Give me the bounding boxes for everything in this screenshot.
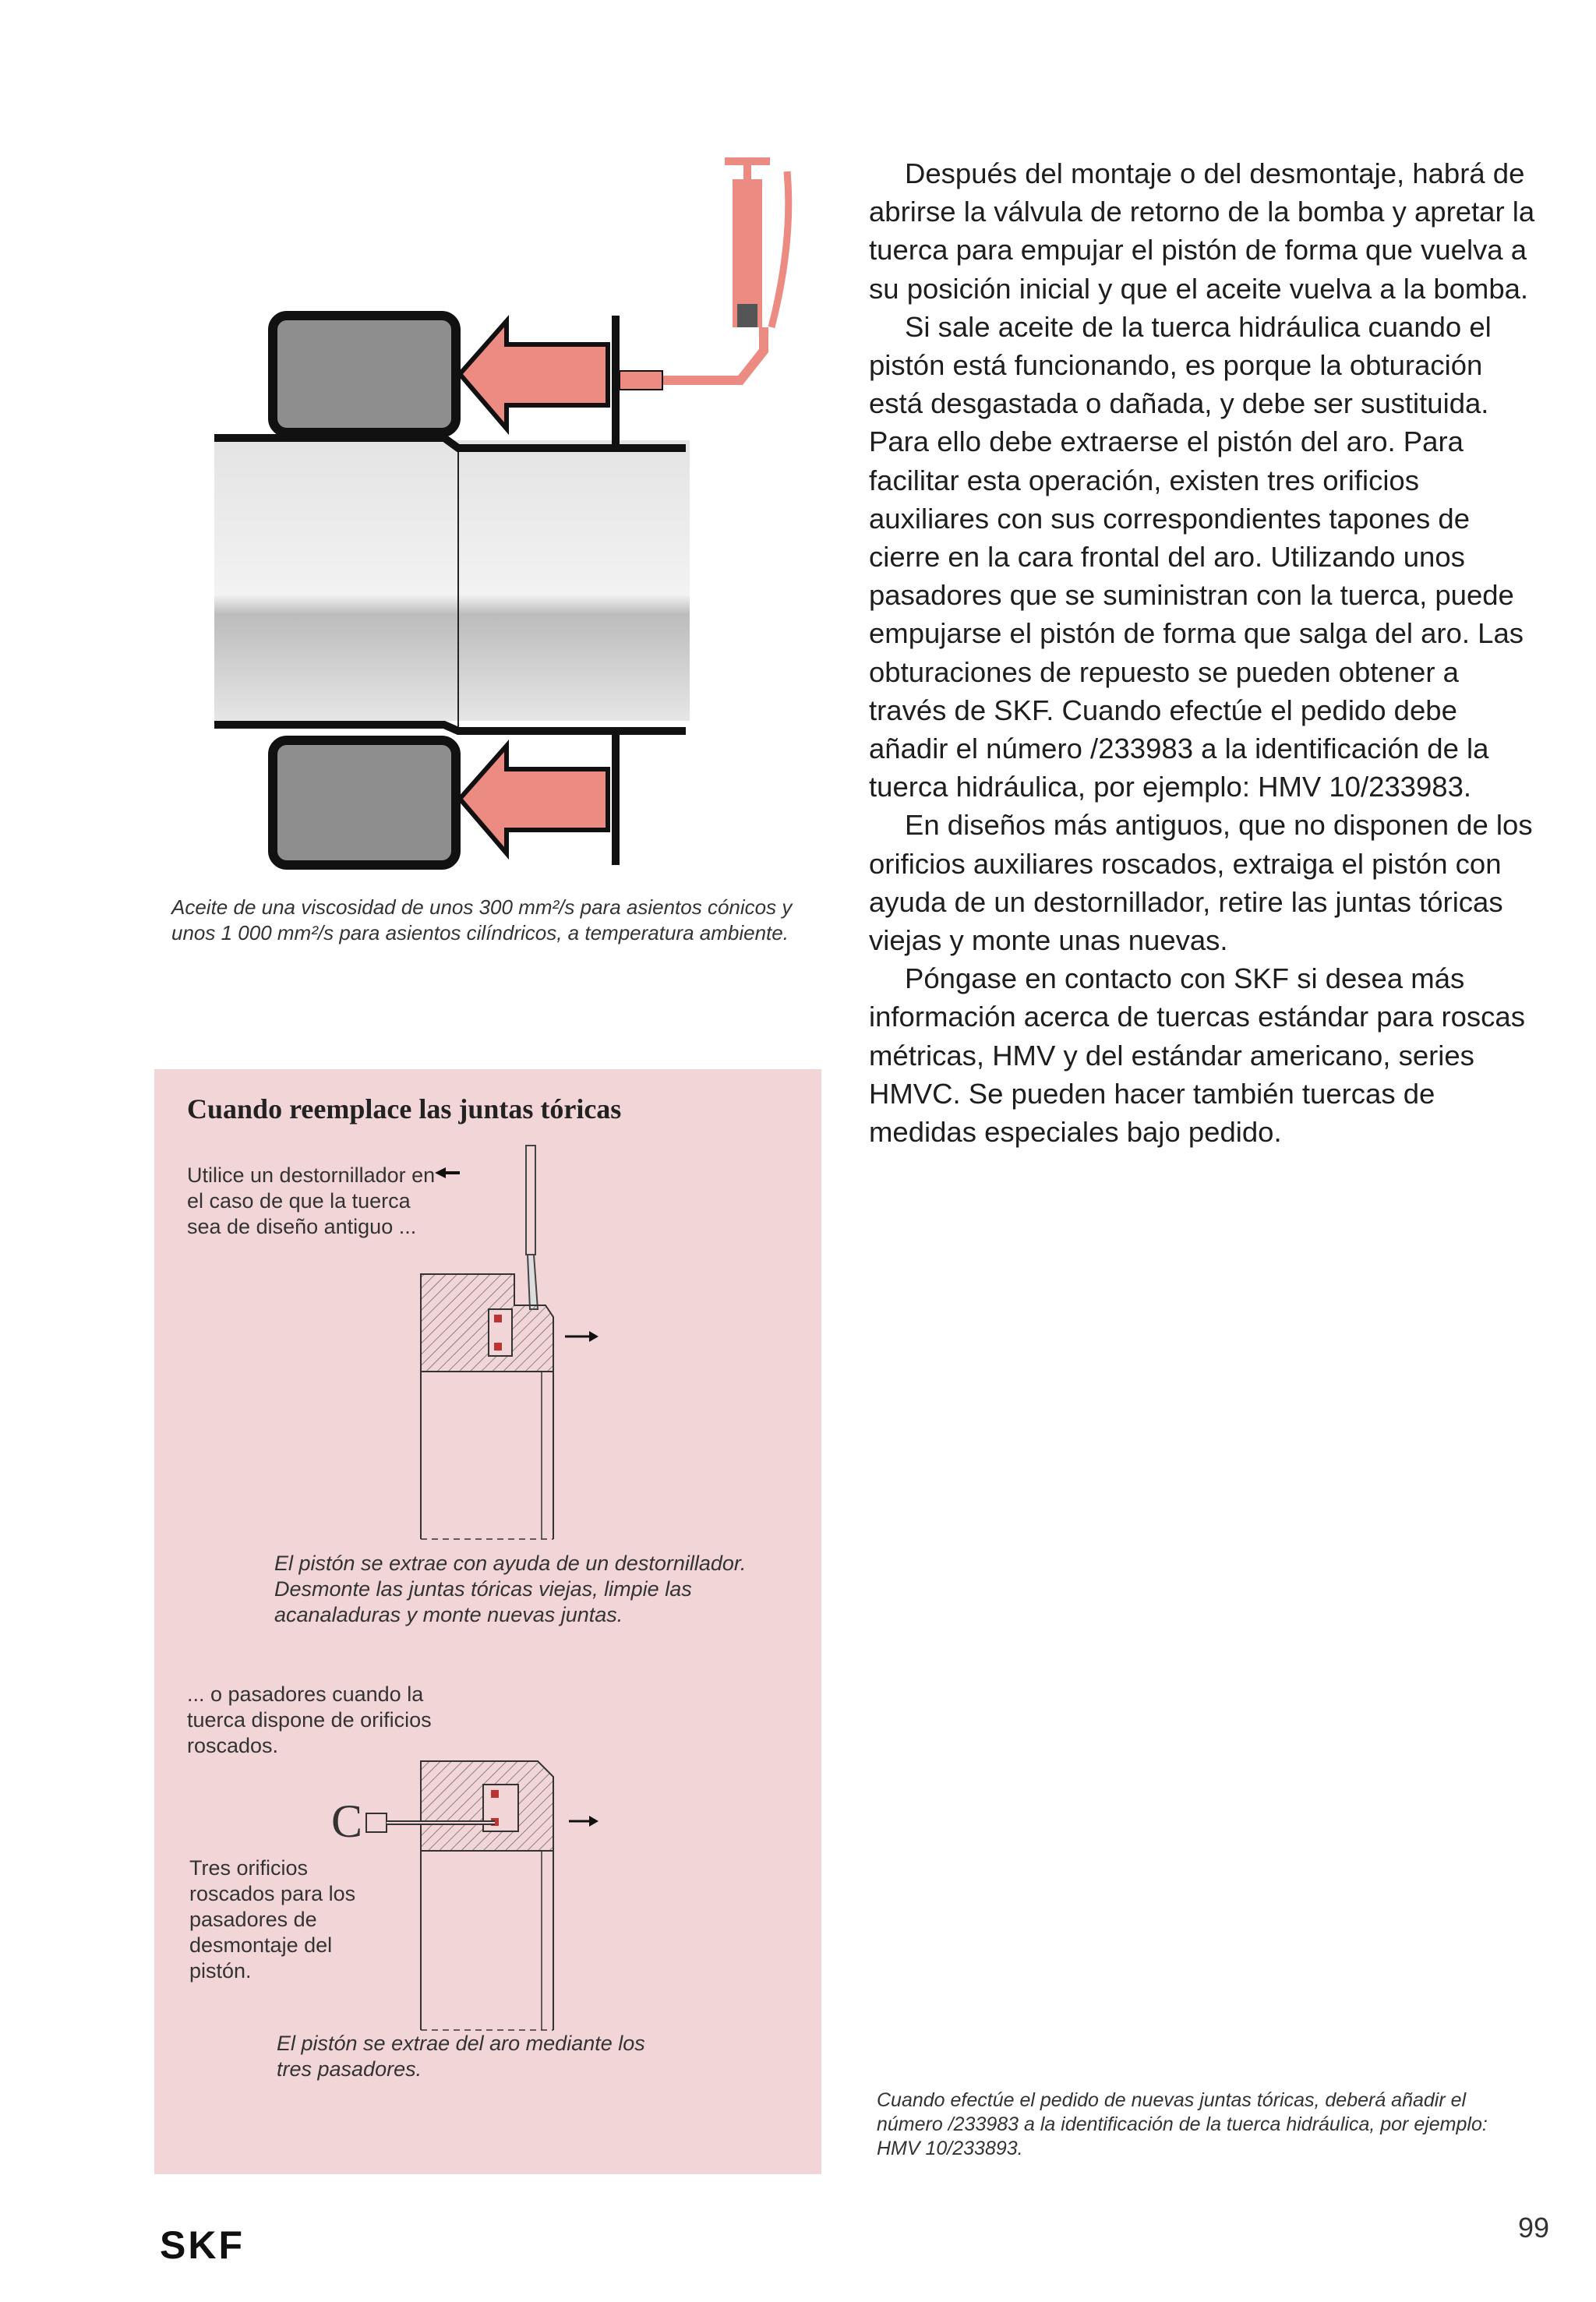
note-pins: ... o pasadores cuando la tuerca dispone de orificios roscados. (187, 1682, 432, 1757)
bottom-caption: Cuando efectúe el pedido de nuevas juntas tóricas, deberá añadir el número /233983 a la identificación de la tuerca hidráulica, por ejemplo: HMV 10/233893. (877, 2089, 1488, 2159)
svg-text:C: C (331, 1795, 363, 1847)
note-screwdriver: Utilice un destornillador en el caso de que la tuerca sea de diseño antiguo ... (187, 1163, 436, 1238)
bearing-upper (273, 316, 456, 433)
page-number: 99 (1517, 2212, 1549, 2244)
bearing-lower (273, 740, 456, 865)
hydraulic-nut-figure (210, 148, 818, 884)
body-paragraph: En diseños más antiguos, que no disponen de los orificios auxiliares roscados, extraiga el pistón con ayuda de un destornillador, retire las juntas tóricas viejas y monte unas nuevas. (869, 809, 1533, 957)
skf-logo: SKF (160, 2223, 245, 2267)
body-text (869, 154, 1543, 1151)
force-arrow-lower (460, 746, 608, 853)
caption-screwdriver: El pistón se extrae con ayuda de un destornillador. Desmonte las juntas tóricas viejas, limpie las acanaladuras y monte nuevas juntas. (274, 1552, 747, 1626)
body-paragraph: Póngase en contacto con SKF si desea más información acerca de tuercas estándar para roscas métricas, HMV y del estándar americano, series HMVC. Se pueden hacer también tuercas de medidas especiales bajo pedido. (869, 962, 1525, 1149)
caption-pins: El pistón se extrae del aro mediante los tres pasadores. (277, 2032, 645, 2081)
force-arrow-upper (460, 321, 608, 429)
screwdriver-diagram (413, 1142, 623, 1547)
shaft (214, 440, 690, 721)
box-title: Cuando reemplace las juntas tóricas (187, 1093, 622, 1125)
figure-caption: Aceite de una viscosidad de unos 300 mm²/s para asientos cónicos y unos 1 000 mm²/s para asientos cilíndricos, a temperatura ambiente. (171, 895, 793, 944)
body-paragraph: Si sale aceite de la tuerca hidráulica cuando el pistón está funcionando, es porque la obturación está desgastada o dañada, y debe ser sustituida. Para ello debe extraerse el pistón del aro. Para facilitar esta operación, existen tres orificios auxiliares con sus correspondientes tapones de cierre en la cara frontal del aro. Utilizando unos pasadores que se suministran con la tuerca, puede empujarse el pistón de forma que salga del aro. Las obturaciones de repuesto se pueden obtener a través de SKF. Cuando efectúe el pedido debe añadir el número /233983 a la identificación de la tuerca hidráulica, por ejemplo: HMV 10/233983. (869, 310, 1524, 803)
note-holes: Tres orificios roscados para los pasadores de desmontaje del pistón. (189, 1856, 356, 1982)
body-paragraph: Después del montaje o del desmontaje, habrá de abrirse la válvula de retorno de la bomba y apretar la tuerca para empujar el pistón de forma que vuelva a su posición inicial y que el aceite vuelva a la bomba. (869, 157, 1535, 305)
